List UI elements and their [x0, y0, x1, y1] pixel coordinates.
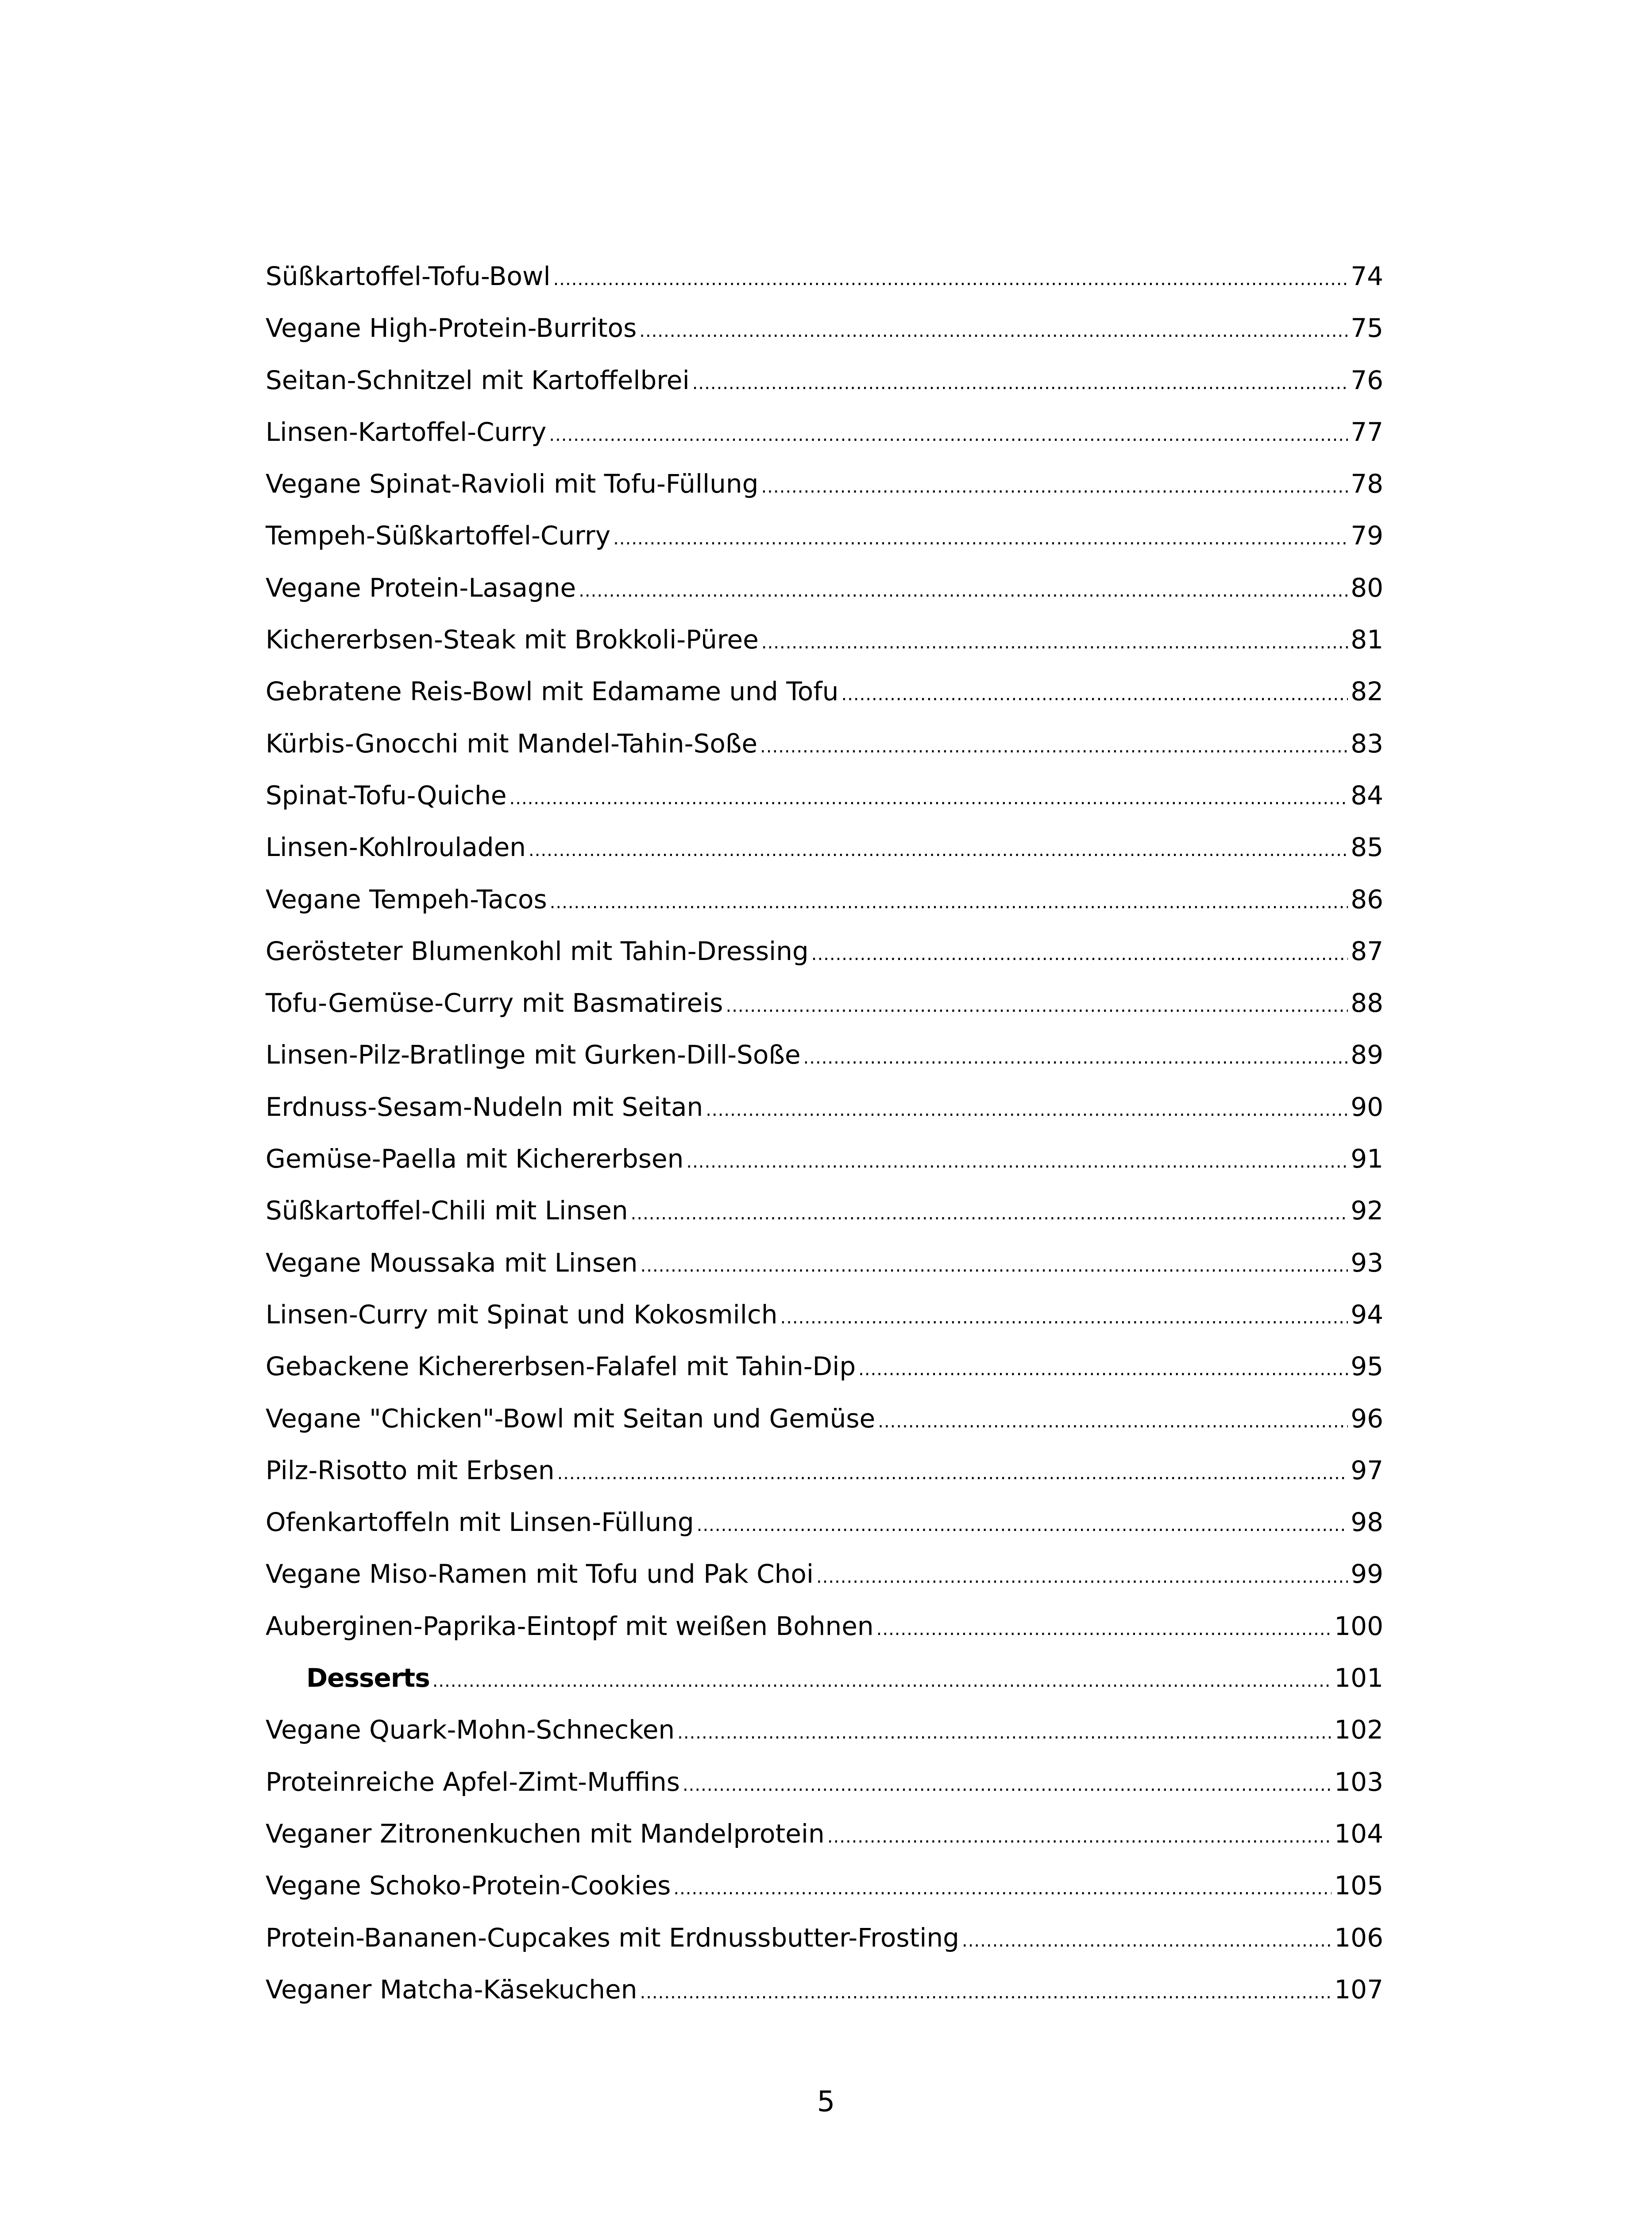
toc-entry-page: 107	[1334, 1974, 1383, 2005]
toc-entry-title: Linsen-Curry mit Spinat und Kokosmilch	[266, 1299, 778, 1330]
toc-entry-title: Gemüse-Paella mit Kichererbsen	[266, 1144, 684, 1174]
toc-entry-title: Vegane Tempeh-Tacos	[266, 884, 547, 914]
toc-dot-leader	[557, 1465, 1348, 1482]
toc-dot-leader	[697, 1516, 1348, 1534]
toc-entry-title: Proteinreiche Apfel-Zimt-Muffins	[266, 1766, 680, 1797]
toc-entry-title: Veganer Zitronenkuchen mit Mandelprotein	[266, 1818, 825, 1849]
toc-entry[interactable]	[266, 367, 1383, 419]
toc-entry-page: 105	[1334, 1870, 1383, 1901]
toc-entry-page: 87	[1351, 936, 1383, 966]
toc-entry[interactable]	[266, 572, 1383, 627]
toc-entry-page: 98	[1351, 1507, 1383, 1538]
toc-entry-page: 88	[1351, 988, 1383, 1018]
toc-entry[interactable]	[266, 1146, 1383, 1198]
toc-entry-title: Pilz-Risotto mit Erbsen	[266, 1455, 555, 1485]
toc-entry[interactable]	[266, 728, 1383, 783]
toc-entry-page: 100	[1334, 1611, 1383, 1641]
toc-entry-page: 90	[1351, 1091, 1383, 1122]
toc-entry[interactable]	[266, 834, 1383, 886]
toc-dot-leader	[579, 582, 1348, 600]
toc-entry-title: Auberginen-Paprika-Eintopf mit weißen Bohnen	[266, 1611, 874, 1641]
toc-dot-leader	[726, 997, 1348, 1015]
toc-entry-page: 106	[1334, 1922, 1383, 1953]
toc-dot-leader	[640, 1984, 1332, 2001]
toc-entry-title: Spinat-Tofu-Quiche	[266, 780, 507, 810]
toc-entry[interactable]	[266, 416, 1383, 471]
toc-entry-page: 94	[1351, 1299, 1383, 1330]
toc-entry-page: 85	[1351, 832, 1383, 863]
toc-entry-page: 77	[1351, 416, 1383, 447]
toc-entry[interactable]	[266, 1091, 1383, 1146]
toc-dot-leader	[550, 894, 1348, 911]
toc-entry[interactable]	[266, 1818, 1383, 1873]
toc-entry-page: 93	[1351, 1247, 1383, 1278]
toc-entry-title: Süßkartoffel-Chili mit Linsen	[266, 1195, 628, 1226]
toc-entry-title: Erdnuss-Sesam-Nudeln mit Seitan	[266, 1091, 703, 1122]
toc-entry[interactable]	[266, 780, 1383, 834]
toc-entry-title: Vegane Protein-Lasagne	[266, 572, 576, 603]
toc-entry-title: Protein-Bananen-Cupcakes mit Erdnussbutter-Frosting	[266, 1922, 959, 1953]
toc-entry-page: 81	[1351, 625, 1383, 655]
toc-entry-title: Linsen-Kohlrouladen	[266, 832, 526, 863]
toc-entry-page: 82	[1351, 676, 1383, 707]
toc-entry-title: Tofu-Gemüse-Curry mit Basmatireis	[266, 988, 723, 1018]
toc-entry-page: 84	[1351, 780, 1383, 810]
toc-entry[interactable]	[266, 1766, 1383, 1821]
toc-entry-page: 78	[1351, 469, 1383, 499]
toc-entry-title: Vegane Moussaka mit Linsen	[266, 1247, 638, 1278]
toc-entry[interactable]	[266, 1457, 1383, 1509]
toc-entry[interactable]	[266, 676, 1383, 730]
toc-dot-leader	[878, 1413, 1348, 1430]
toc-dot-leader	[529, 841, 1348, 859]
toc-entry-title: Tempeh-Süßkartoffel-Curry	[266, 520, 611, 551]
toc-entry[interactable]	[266, 990, 1383, 1042]
toc-dot-leader	[760, 738, 1348, 756]
toc-entry-title: Linsen-Kartoffel-Curry	[266, 416, 547, 447]
toc-entry-page: 91	[1351, 1144, 1383, 1174]
toc-entry[interactable]	[266, 263, 1383, 315]
toc-entry-title: Linsen-Pilz-Bratlinge mit Gurken-Dill-Soße	[266, 1040, 801, 1070]
toc-section-desserts[interactable]	[266, 1665, 1383, 1717]
toc-dot-leader	[509, 790, 1348, 807]
toc-entry-page: 95	[1351, 1351, 1383, 1382]
toc-entry[interactable]	[266, 1247, 1383, 1302]
toc-entry[interactable]	[266, 1353, 1383, 1405]
toc-entry[interactable]	[266, 1561, 1383, 1613]
toc-entry[interactable]	[266, 1922, 1383, 1977]
toc-entry[interactable]	[266, 627, 1383, 679]
toc-entry-title: Kichererbsen-Steak mit Brokkoli-Püree	[266, 625, 759, 655]
toc-entry[interactable]	[266, 1195, 1383, 1249]
toc-entry-title: Ofenkartoffeln mit Linsen-Füllung	[266, 1507, 694, 1538]
toc-entry-page: 104	[1334, 1818, 1383, 1849]
toc-entry-page: 83	[1351, 728, 1383, 759]
toc-entry-page: 75	[1351, 313, 1383, 343]
toc-entry[interactable]	[266, 1403, 1383, 1457]
toc-entry-title: Veganer Matcha-Käsekuchen	[266, 1974, 637, 2005]
toc-entry-title: Vegane "Chicken"-Bowl mit Seitan und Gemüse	[266, 1403, 876, 1434]
toc-entry-title: Kürbis-Gnocchi mit Mandel-Tahin-Soße	[266, 728, 758, 759]
toc-entry[interactable]	[266, 315, 1383, 367]
toc-entry-title: Gebratene Reis-Bowl mit Edamame und Tofu	[266, 676, 839, 707]
toc-dot-leader	[639, 322, 1348, 340]
page-number: 5	[817, 2086, 835, 2118]
toc-dot-leader	[816, 1568, 1348, 1586]
toc-dot-leader	[673, 1880, 1332, 1897]
toc-dot-leader	[841, 686, 1348, 703]
toc-entry[interactable]	[266, 1042, 1383, 1094]
toc-dot-leader	[549, 426, 1348, 444]
toc-entry-title: Gerösteter Blumenkohl mit Tahin-Dressing	[266, 936, 809, 966]
toc-entry-page: 92	[1351, 1195, 1383, 1226]
toc-entry-page: 76	[1351, 365, 1383, 395]
toc-dot-leader	[613, 530, 1348, 547]
toc-entry[interactable]	[266, 1974, 1383, 2028]
toc-dot-leader	[686, 1153, 1348, 1171]
toc-entry-title: Vegane Quark-Mohn-Schnecken	[266, 1715, 675, 1745]
toc-dot-leader	[683, 1776, 1332, 1794]
toc-entry-page: 99	[1351, 1559, 1383, 1589]
toc-entry[interactable]	[266, 1717, 1383, 1769]
toc-entry-title: Vegane High-Protein-Burritos	[266, 313, 637, 343]
toc-dot-leader	[641, 1257, 1348, 1275]
toc-entry-page: 96	[1351, 1403, 1383, 1434]
toc-entry-title: Seitan-Schnitzel mit Kartoffelbrei	[266, 365, 690, 395]
toc-entry-title: Vegane Miso-Ramen mit Tofu und Pak Choi	[266, 1559, 814, 1589]
toc-entry-page: 102	[1334, 1715, 1383, 1745]
toc-entry[interactable]	[266, 1299, 1383, 1353]
table-of-contents	[266, 263, 1383, 2028]
toc-entry-page: 79	[1351, 520, 1383, 551]
toc-dot-leader	[827, 1828, 1332, 1846]
toc-entry-page: 103	[1334, 1766, 1383, 1797]
toc-entry[interactable]	[266, 938, 1383, 990]
toc-entry[interactable]	[266, 1509, 1383, 1561]
toc-dot-leader	[761, 634, 1348, 652]
toc-dot-leader	[553, 270, 1348, 288]
toc-entry-page: 80	[1351, 572, 1383, 603]
toc-entry[interactable]	[266, 520, 1383, 574]
toc-dot-leader	[811, 945, 1348, 963]
toc-dot-leader	[803, 1049, 1348, 1067]
toc-dot-leader	[692, 374, 1348, 392]
toc-entry-title: Vegane Spinat-Ravioli mit Tofu-Füllung	[266, 469, 759, 499]
toc-entry-page: 74	[1351, 261, 1383, 291]
toc-entry-page: 101	[1334, 1663, 1383, 1693]
toc-entry[interactable]	[266, 884, 1383, 938]
toc-entry-page: 97	[1351, 1455, 1383, 1485]
toc-section-title: Desserts	[306, 1663, 430, 1693]
toc-dot-leader	[962, 1932, 1332, 1950]
toc-entry-page: 86	[1351, 884, 1383, 914]
toc-dot-leader	[432, 1672, 1332, 1690]
toc-entry-title: Süßkartoffel-Tofu-Bowl	[266, 261, 551, 291]
toc-entry[interactable]	[266, 1870, 1383, 1924]
toc-dot-leader	[761, 478, 1348, 496]
toc-dot-leader	[631, 1205, 1348, 1222]
toc-entry-title: Vegane Schoko-Protein-Cookies	[266, 1870, 671, 1901]
toc-dot-leader	[706, 1101, 1348, 1119]
toc-entry[interactable]	[266, 471, 1383, 523]
toc-dot-leader	[876, 1620, 1332, 1638]
toc-entry-title: Gebackene Kichererbsen-Falafel mit Tahin-Dip	[266, 1351, 856, 1382]
toc-dot-leader	[780, 1309, 1348, 1326]
toc-entry-page: 89	[1351, 1040, 1383, 1070]
toc-dot-leader	[677, 1724, 1332, 1742]
toc-entry[interactable]	[266, 1613, 1383, 1665]
toc-dot-leader	[858, 1361, 1348, 1378]
